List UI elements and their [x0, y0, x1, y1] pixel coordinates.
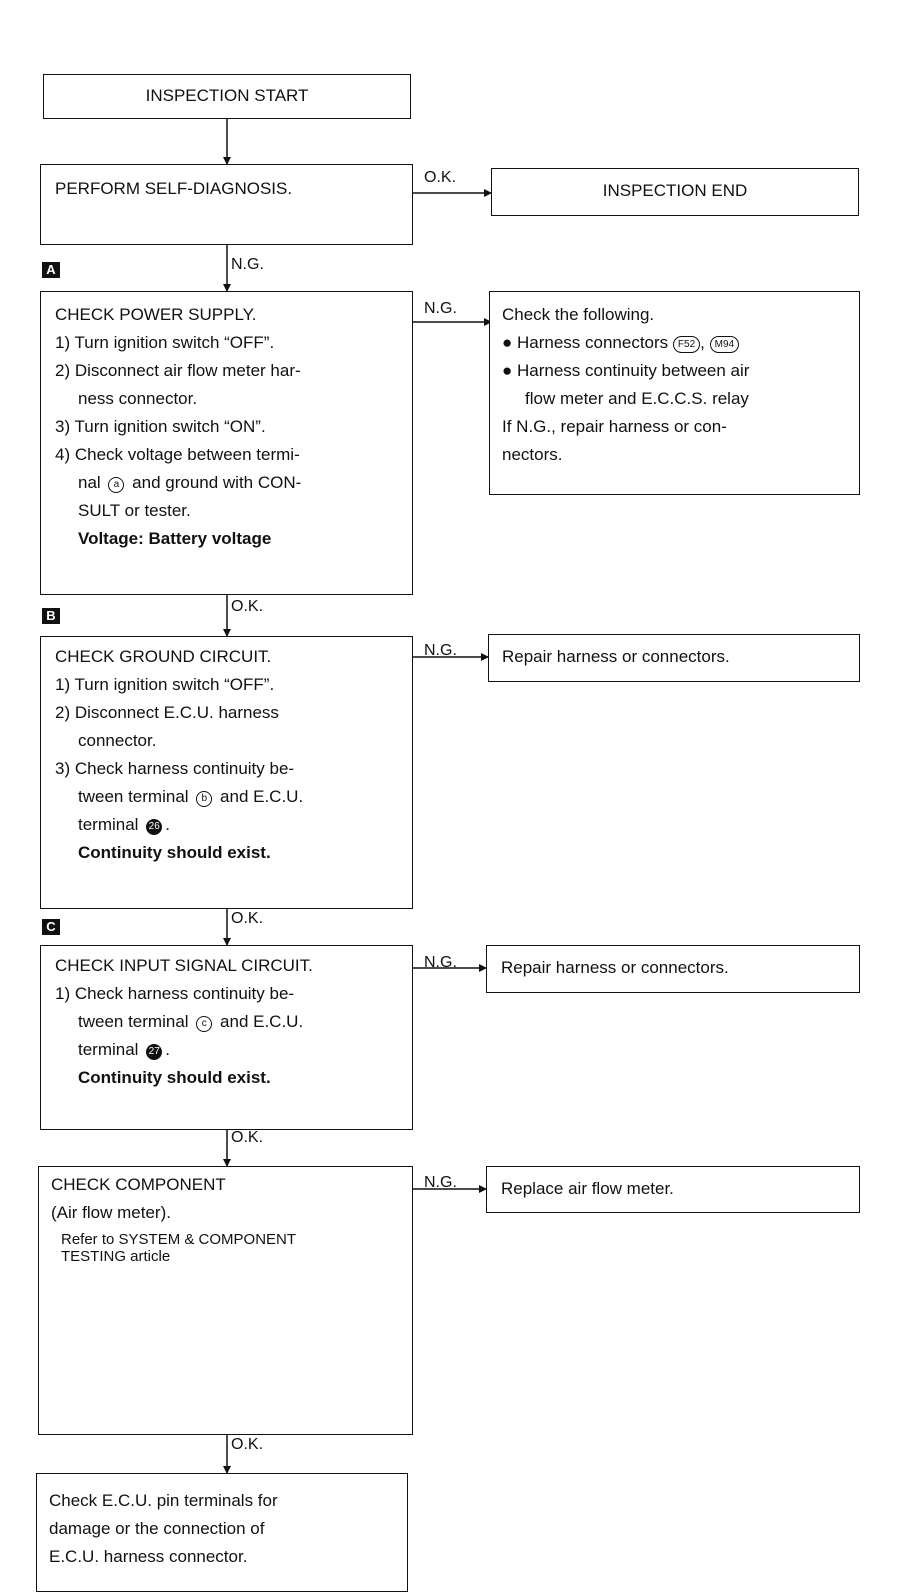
ng-label-c: N.G.	[424, 954, 457, 971]
ng-d-label: Replace air flow meter.	[501, 1179, 674, 1198]
component-title: CHECK COMPONENT	[51, 1175, 226, 1194]
component-subtitle: (Air flow meter).	[51, 1203, 171, 1222]
power-supply-title: CHECK POWER SUPPLY.	[55, 305, 257, 324]
input-signal-step-1c	[55, 1036, 412, 1064]
connector-f52-symbol: F52	[673, 336, 700, 353]
ground-circuit-title: CHECK GROUND CIRCUIT.	[55, 647, 272, 666]
ok-label-a: O.K.	[231, 598, 264, 615]
power-supply-step-3: 3) Turn ignition switch “ON”.	[55, 417, 266, 436]
component-ref-1: Refer to SYSTEM & COMPONENT	[61, 1231, 297, 1248]
ng-label-a: N.G.	[424, 300, 457, 317]
input-signal-step-1b-post: and E.C.U.	[220, 1012, 304, 1031]
ng-label-d: N.G.	[424, 1174, 457, 1191]
step-marker-c: C	[42, 919, 60, 935]
power-supply-step-4b	[55, 469, 412, 497]
ng-a-bullet-1	[502, 329, 859, 357]
ecu-terminal-26-symbol: 26	[146, 819, 162, 835]
check-power-supply-box	[40, 291, 413, 595]
power-supply-spec: Voltage: Battery voltage	[78, 529, 272, 548]
ground-circuit-step-3b-post: and E.C.U.	[220, 787, 304, 806]
inspection-start-label: INSPECTION START	[145, 86, 309, 105]
check-input-signal-box	[40, 945, 413, 1130]
input-signal-step-1c-pre: terminal	[78, 1040, 139, 1059]
input-signal-ng-box	[486, 945, 860, 993]
ground-circuit-step-3c-post: .	[165, 815, 170, 834]
final-check-box	[36, 1473, 408, 1592]
ground-circuit-step-3b-pre: tween terminal	[78, 787, 189, 806]
component-ref-2: TESTING article	[61, 1248, 171, 1265]
ng-a-bullet-2b: flow meter and E.C.C.S. relay	[525, 389, 749, 408]
power-supply-step-2b: ness connector.	[78, 389, 198, 408]
ng-a-bullet-2a: ● Harness continuity between air	[502, 361, 750, 380]
inspection-end-label: INSPECTION END	[602, 181, 748, 200]
final-line-1: Check E.C.U. pin terminals for	[49, 1491, 278, 1510]
terminal-a-symbol: a	[108, 477, 124, 493]
check-component-box	[38, 1166, 413, 1435]
input-signal-step-1c-post: .	[165, 1040, 170, 1059]
ok-label-d: O.K.	[231, 1436, 264, 1453]
input-signal-spec: Continuity should exist.	[78, 1068, 271, 1087]
input-signal-step-1a: 1) Check harness continuity be-	[55, 984, 295, 1003]
ng-a-title: Check the following.	[502, 305, 655, 324]
check-ground-circuit-box	[40, 636, 413, 909]
ng-c-label: Repair harness or connectors.	[501, 958, 729, 977]
ng-a-repair-2: nectors.	[502, 445, 563, 464]
self-diagnosis-label: PERFORM SELF-DIAGNOSIS.	[55, 179, 293, 198]
ok-label-c: O.K.	[231, 1129, 264, 1146]
input-signal-title: CHECK INPUT SIGNAL CIRCUIT.	[55, 956, 313, 975]
terminal-c-symbol: c	[196, 1016, 212, 1032]
power-supply-step-4c: SULT or tester.	[78, 501, 191, 520]
step-marker-a: A	[42, 262, 60, 278]
power-supply-step-1: 1) Turn ignition switch “OFF”.	[55, 333, 275, 352]
ng-label-diag: N.G.	[231, 256, 264, 273]
inspection-end-box	[491, 168, 859, 216]
ng-a-bullet-1-text: ● Harness connectors	[502, 333, 669, 352]
ground-circuit-step-3b	[55, 783, 412, 811]
input-signal-step-1b-pre: tween terminal	[78, 1012, 189, 1031]
power-supply-step-4b-pre: nal	[78, 473, 101, 492]
ground-circuit-step-3c-pre: terminal	[78, 815, 139, 834]
ground-circuit-step-3a: 3) Check harness continuity be-	[55, 759, 295, 778]
ok-label-diag: O.K.	[424, 169, 457, 186]
ground-circuit-ng-box	[488, 634, 860, 682]
step-marker-b: B	[42, 608, 60, 624]
ng-b-label: Repair harness or connectors.	[502, 647, 730, 666]
ground-circuit-step-3c	[55, 811, 412, 839]
ok-label-b: O.K.	[231, 910, 264, 927]
final-line-2: damage or the connection of	[49, 1519, 265, 1538]
input-signal-step-1b	[55, 1008, 412, 1036]
power-supply-step-2a: 2) Disconnect air flow meter har-	[55, 361, 301, 380]
ground-circuit-step-2b: connector.	[78, 731, 157, 750]
ng-a-bullet-1-separator: ,	[700, 333, 705, 352]
power-supply-step-4a: 4) Check voltage between termi-	[55, 445, 300, 464]
ground-circuit-spec: Continuity should exist.	[78, 843, 271, 862]
ng-label-b: N.G.	[424, 642, 457, 659]
ground-circuit-step-2a: 2) Disconnect E.C.U. harness	[55, 703, 279, 722]
self-diagnosis-box	[40, 164, 413, 245]
ng-a-repair-1: If N.G., repair harness or con-	[502, 417, 727, 436]
power-supply-step-4b-post: and ground with CON-	[132, 473, 302, 492]
inspection-start-box	[43, 74, 411, 119]
connector-m94-symbol: M94	[710, 336, 739, 353]
component-ng-box	[486, 1166, 860, 1213]
power-supply-ng-box	[489, 291, 860, 495]
terminal-b-symbol: b	[196, 791, 212, 807]
ecu-terminal-27-symbol: 27	[146, 1044, 162, 1060]
ground-circuit-step-1: 1) Turn ignition switch “OFF”.	[55, 675, 275, 694]
final-line-3: E.C.U. harness connector.	[49, 1547, 248, 1566]
